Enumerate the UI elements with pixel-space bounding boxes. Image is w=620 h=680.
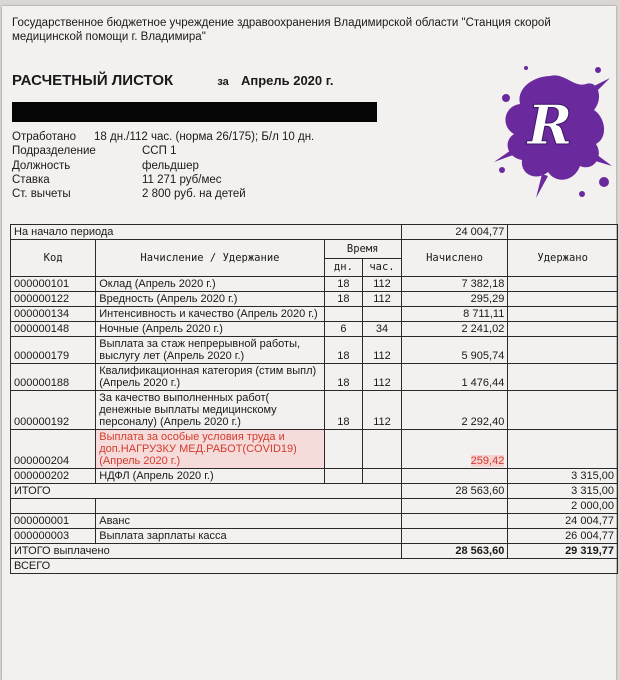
row-hours: 112 xyxy=(363,337,402,364)
pay-row xyxy=(11,514,618,529)
pay-name: Аванс xyxy=(96,514,402,529)
table-row xyxy=(11,469,618,484)
row-accrued: 7 382,18 xyxy=(401,277,508,292)
header-row xyxy=(11,240,618,259)
header-accrued: Начислено xyxy=(401,240,508,277)
row-days: 6 xyxy=(324,322,363,337)
info-label: Отработано xyxy=(12,131,77,143)
pay-code: 000000003 xyxy=(11,529,96,544)
grand-total-row xyxy=(11,559,618,574)
empty-cell xyxy=(401,499,508,514)
info-row xyxy=(12,173,314,187)
row-name-highlighted: Выплата за особые условия труда и доп.НАГРУЗКУ МЕД.РАБОТ(COVID19) (Апрель 2020 г.) xyxy=(96,430,324,469)
row-accrued: 2 292,40 xyxy=(401,391,508,430)
info-value: фельдшер xyxy=(142,159,199,172)
row-withheld xyxy=(508,292,618,307)
info-value: 18 дн./112 час. (норма 26/175); Б/л 10 дн. xyxy=(94,131,315,143)
row-code: 000000179 xyxy=(11,337,96,364)
info-label: Подразделение xyxy=(12,145,96,158)
row-days xyxy=(324,469,363,484)
pay-code: 000000001 xyxy=(11,514,96,529)
header-withheld: Удержано xyxy=(508,240,618,277)
row-code: 000000148 xyxy=(11,322,96,337)
itogo-label: ИТОГО xyxy=(11,484,402,499)
row-days: 18 xyxy=(324,277,363,292)
row-name: Оклад (Апрель 2020 г.) xyxy=(96,277,324,292)
start-period-value: 24 004,77 xyxy=(401,225,508,240)
row-hours: 34 xyxy=(363,322,402,337)
total-label: ВСЕГО xyxy=(11,559,618,574)
row-name: Выплата за стаж непрерывной работы, выслугу лет (Апрель 2020 г.) xyxy=(96,337,324,364)
row-hours xyxy=(363,469,402,484)
row-withheld xyxy=(508,322,618,337)
header-code: Код xyxy=(11,240,96,277)
highlighted-amount: 259,42 xyxy=(470,455,505,467)
payslip-title: РАСЧЕТНЫЙ ЛИСТОК xyxy=(12,72,174,89)
row-name: За качество выполненных работ( денежные выплаты медицинскому персоналу) (Апрель 2020 г.) xyxy=(96,391,324,430)
redaction-bar xyxy=(12,102,377,122)
row-accrued-highlighted xyxy=(401,430,508,469)
info-row xyxy=(12,144,314,158)
row-days: 18 xyxy=(324,292,363,307)
row-name: НДФЛ (Апрель 2020 г.) xyxy=(96,469,324,484)
itogo-accrued: 28 563,60 xyxy=(401,484,508,499)
row-withheld xyxy=(508,430,618,469)
pay-row xyxy=(11,499,618,514)
row-withheld xyxy=(508,391,618,430)
pay-name xyxy=(96,499,402,514)
pay-withheld: 24 004,77 xyxy=(508,514,618,529)
pay-code xyxy=(11,499,96,514)
row-code: 000000188 xyxy=(11,364,96,391)
start-period-label: На начало периода xyxy=(11,225,402,240)
row-name: Квалификационная категория (стим выпл) (Апрель 2020 г.) xyxy=(96,364,324,391)
row-days: 18 xyxy=(324,391,363,430)
row-days: 18 xyxy=(324,337,363,364)
info-label: Ставка xyxy=(12,173,50,186)
header-name: Начисление / Удержание xyxy=(96,240,324,277)
empty-cell xyxy=(508,225,618,240)
pay-withheld: 2 000,00 xyxy=(508,499,618,514)
itogo-row xyxy=(11,484,618,499)
row-accrued: 5 905,74 xyxy=(401,337,508,364)
paid-total-row xyxy=(11,544,618,559)
empty-cell xyxy=(401,529,508,544)
table-row xyxy=(11,364,618,391)
pay-row xyxy=(11,529,618,544)
row-name: Ночные (Апрель 2020 г.) xyxy=(96,322,324,337)
row-withheld: 3 315,00 xyxy=(508,469,618,484)
svg-text:R: R xyxy=(527,93,573,157)
info-value: 11 271 руб/мес xyxy=(142,173,222,186)
row-withheld xyxy=(508,337,618,364)
info-row xyxy=(12,187,314,201)
payslip-table xyxy=(10,224,618,574)
employee-info xyxy=(12,130,314,201)
info-row xyxy=(12,130,314,144)
row-code: 000000122 xyxy=(11,292,96,307)
row-accrued: 295,29 xyxy=(401,292,508,307)
pay-withheld: 26 004,77 xyxy=(508,529,618,544)
row-hours: 112 xyxy=(363,391,402,430)
row-code: 000000192 xyxy=(11,391,96,430)
row-days: 18 xyxy=(324,364,363,391)
table-row xyxy=(11,322,618,337)
paid-accrued: 28 563,60 xyxy=(401,544,508,559)
row-code: 000000204 xyxy=(11,430,96,469)
row-hours xyxy=(363,307,402,322)
row-name: Интенсивность и качество (Апрель 2020 г.) xyxy=(96,307,324,322)
ink-splash-logo xyxy=(486,58,614,208)
row-days xyxy=(324,430,363,469)
payslip-title-row xyxy=(12,72,333,89)
header-hours: час. xyxy=(363,258,402,277)
payslip-sheet xyxy=(2,6,616,680)
table-row xyxy=(11,391,618,430)
header-time: Время xyxy=(324,240,401,259)
row-accrued: 8 711,11 xyxy=(401,307,508,322)
table-row-covid-highlighted xyxy=(11,430,618,469)
table-row xyxy=(11,307,618,322)
period: Апрель 2020 г. xyxy=(240,73,334,88)
info-label: Должность xyxy=(12,159,71,172)
row-days xyxy=(324,307,363,322)
row-hours: 112 xyxy=(363,277,402,292)
row-code: 000000202 xyxy=(11,469,96,484)
start-period-row xyxy=(11,225,618,240)
empty-cell xyxy=(401,514,508,529)
table-row xyxy=(11,337,618,364)
row-hours: 112 xyxy=(363,364,402,391)
paid-label: ИТОГО выплачено xyxy=(11,544,402,559)
row-hours xyxy=(363,430,402,469)
row-code: 000000134 xyxy=(11,307,96,322)
info-value: ССП 1 xyxy=(142,145,177,158)
table-row xyxy=(11,277,618,292)
info-label: Ст. вычеты xyxy=(12,188,71,201)
row-withheld xyxy=(508,307,618,322)
row-accrued: 1 476,44 xyxy=(401,364,508,391)
row-hours: 112 xyxy=(363,292,402,307)
organization-name: Государственное бюджетное учреждение здравоохранения Владимирской области "Станция скорой медицинской помощи г. Владимира" xyxy=(12,17,551,43)
row-accrued xyxy=(401,469,508,484)
row-code: 000000101 xyxy=(11,277,96,292)
pay-name: Выплата зарплаты касса xyxy=(96,529,402,544)
header-days: дн. xyxy=(324,258,363,277)
table-row xyxy=(11,292,618,307)
row-withheld xyxy=(508,364,618,391)
paid-withheld: 29 319,77 xyxy=(508,544,618,559)
period-prefix: за xyxy=(217,76,229,88)
row-name: Вредность (Апрель 2020 г.) xyxy=(96,292,324,307)
itogo-withheld: 3 315,00 xyxy=(508,484,618,499)
info-row xyxy=(12,159,314,173)
info-value: 2 800 руб. на детей xyxy=(142,188,246,201)
row-accrued: 2 241,02 xyxy=(401,322,508,337)
row-withheld xyxy=(508,277,618,292)
